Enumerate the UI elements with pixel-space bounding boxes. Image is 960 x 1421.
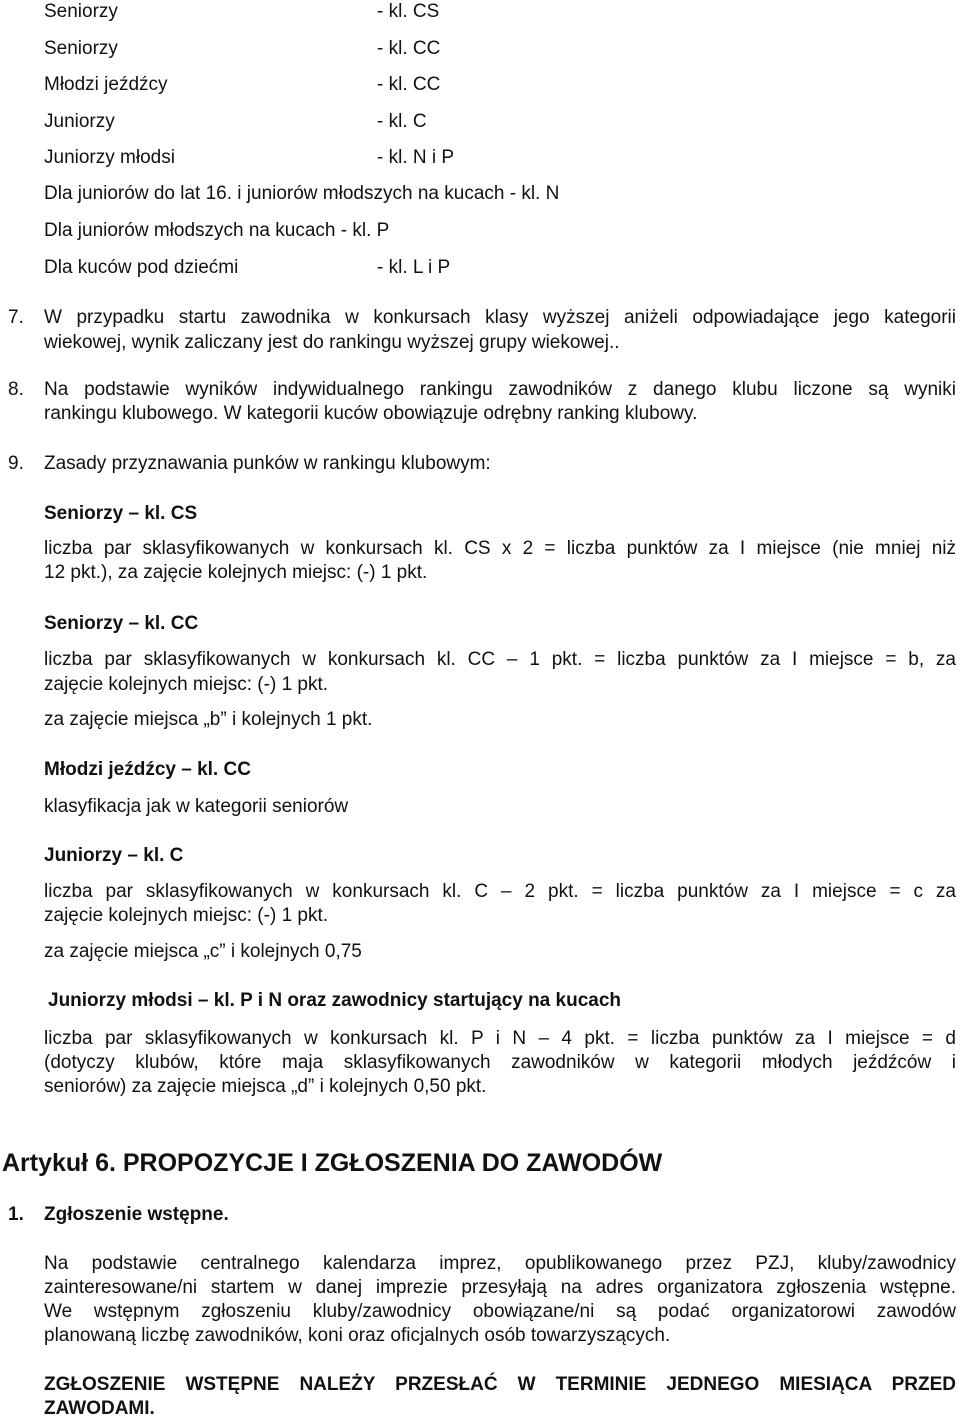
seniorzy-cs-line-1: liczba par sklasyfikowanych w konkursach kl. CS x 2 = liczba punktów za I miejsce (nie mniej niż — [44, 538, 956, 559]
paragraph-line-4: planowaną liczbę zawodników, koni oraz oficjalnych osób towarzyszących. — [44, 1325, 671, 1346]
subsection-1-number: 1. — [8, 1204, 24, 1225]
class-value-2: - kl. CC — [377, 38, 441, 59]
paragraph-line-1: Na podstawie centralnego kalendarza imprez, opublikowanego przez PZJ, kluby/zawodnicy — [44, 1253, 956, 1274]
item-8-number: 8. — [8, 379, 24, 400]
paragraph-line-3: We wstępnym zgłoszeniu kluby/zawodnicy obowiązane/ni są podać organizatorowi zawodów — [44, 1301, 956, 1322]
juniorzy-c-line-2: zajęcie kolejnych miejsc: (-) 1 pkt. — [44, 905, 329, 926]
subsection-1-title: Zgłoszenie wstępne. — [44, 1204, 229, 1225]
juniorzy-mlodsi-line-1: liczba par sklasyfikowanych w konkursach kl. P i N – 4 pkt. = liczba punktów za I miejsce = d — [44, 1028, 956, 1049]
notice-line-2: ZAWODAMI. — [44, 1398, 155, 1419]
mlodzi-line-1: klasyfikacja jak w kategorii seniorów — [44, 796, 349, 817]
class-value-5: - kl. N i P — [377, 147, 455, 168]
class-value-3: - kl. CC — [377, 74, 441, 95]
seniorzy-cc-heading: Seniorzy – kl. CC — [44, 613, 199, 634]
juniorzy-mlodsi-line-3: seniorów) za zajęcie miejsca „d” i kolejnych 0,50 pkt. — [44, 1076, 487, 1097]
juniorzy-c-heading: Juniorzy – kl. C — [44, 845, 184, 866]
class-label-4: Juniorzy — [44, 111, 115, 132]
item-7-line-2: wiekowej, wynik zaliczany jest do rankingu wyższej grupy wiekowej.. — [44, 332, 620, 353]
item-8-line-1: Na podstawie wyników indywidualnego rankingu zawodników z danego klubu liczone są wyniki — [44, 379, 956, 400]
juniorzy-mlodsi-heading: Juniorzy młodsi – kl. P i N oraz zawodnicy startujący na kucach — [48, 990, 622, 1011]
juniorzy-c-line-3: za zajęcie miejsca „c” i kolejnych 0,75 — [44, 941, 362, 962]
paragraph-line-2: zainteresowane/ni startem w danej imprezie przesyłają na adres organizatora zgłoszenia wstępne. — [44, 1277, 956, 1298]
article-6-title: Artykuł 6. PROPOZYCJE I ZGŁOSZENIA DO ZAWODÓW — [2, 1149, 663, 1177]
seniorzy-cs-line-2: 12 pkt.), za zajęcie kolejnych miejsc: (-) 1 pkt. — [44, 562, 428, 583]
seniorzy-cs-heading: Seniorzy – kl. CS — [44, 503, 198, 524]
class-label-5: Juniorzy młodsi — [44, 147, 175, 168]
class-label-2: Seniorzy — [44, 38, 118, 59]
notice-line-1: ZGŁOSZENIE WSTĘPNE NALEŻY PRZESŁAĆ W TERMINIE JEDNEGO MIESIĄCA PRZED — [44, 1374, 956, 1395]
class-value-4: - kl. C — [377, 111, 427, 132]
juniorzy-c-line-1: liczba par sklasyfikowanych w konkursach kl. C – 2 pkt. = liczba punktów za I miejsce = c za — [44, 881, 956, 902]
class-line-young-juniors-ponies: Dla juniorów młodszych na kucach - kl. P — [44, 220, 390, 241]
class-label-3: Młodzi jeźdźcy — [44, 74, 168, 95]
class-value-1: - kl. CS — [377, 1, 440, 22]
juniorzy-mlodsi-line-2: (dotyczy klubów, które maja sklasyfikowanych zawodników w kategorii młodych jeźdźców i — [44, 1052, 956, 1073]
seniorzy-cc-line-1: liczba par sklasyfikowanych w konkursach kl. CC – 1 pkt. = liczba punktów za I miejsce = b, za — [44, 649, 956, 670]
class-line-juniors-16: Dla juniorów do lat 16. i juniorów młodszych na kucach - kl. N — [44, 183, 560, 204]
seniorzy-cc-line-3: za zajęcie miejsca „b” i kolejnych 1 pkt. — [44, 709, 373, 730]
item-9-number: 9. — [8, 453, 24, 474]
item-8-line-2: rankingu klubowego. W kategorii kuców obowiązuje odrębny ranking klubowy. — [44, 403, 698, 424]
mlodzi-heading: Młodzi jeźdźcy – kl. CC — [44, 759, 251, 780]
item-9-text: Zasady przyznawania punków w rankingu klubowym: — [44, 453, 491, 474]
item-7-line-1: W przypadku startu zawodnika w konkursach klasy wyższej aniżeli odpowiadające jego kategorii — [44, 307, 956, 328]
class-label-ponies: Dla kuców pod dziećmi — [44, 257, 239, 278]
seniorzy-cc-line-2: zajęcie kolejnych miejsc: (-) 1 pkt. — [44, 674, 329, 695]
class-value-ponies: - kl. L i P — [377, 257, 451, 278]
class-label-1: Seniorzy — [44, 1, 118, 22]
item-7-number: 7. — [8, 307, 24, 328]
